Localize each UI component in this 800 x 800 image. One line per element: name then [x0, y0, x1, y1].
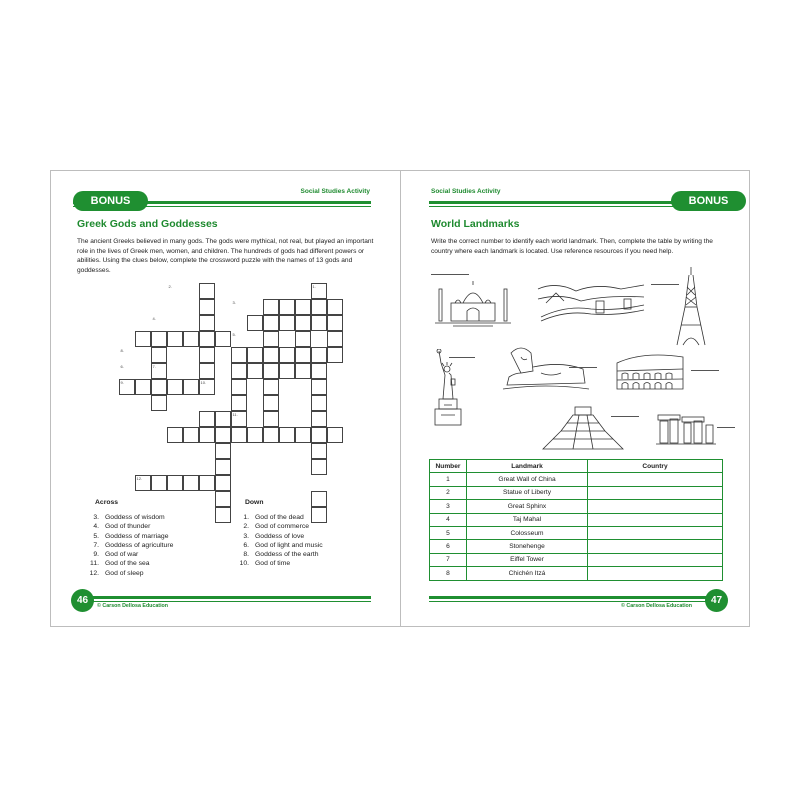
row-landmark: Great Wall of China: [467, 473, 588, 486]
crossword-cell[interactable]: [295, 315, 311, 331]
down-clue: [235, 559, 323, 568]
clue-number: 2.: [243, 523, 249, 531]
crossword-cell[interactable]: [247, 363, 263, 379]
crossword-cell[interactable]: [263, 299, 279, 315]
crossword-cell[interactable]: [263, 411, 279, 427]
crossword-cell[interactable]: [151, 395, 167, 411]
crossword-cell[interactable]: [263, 331, 279, 347]
crossword-cell[interactable]: [279, 363, 295, 379]
crossword-number: 11.: [232, 411, 238, 417]
intro-text: The ancient Greeks believed in many gods. The gods were mythical, not real, but played an important role in the lives of Greek men, women, and children. The hundreds of gods had different powers or abilities. Using the clues below, complete the crossword puzzle with the names of 13 gods and goddesses.: [77, 238, 374, 274]
across-clue: [85, 522, 173, 531]
crossword-cell[interactable]: [215, 411, 231, 427]
down-clue: [235, 522, 323, 531]
crossword-cell[interactable]: [167, 379, 183, 395]
activity-label: Social Studies Activity: [431, 188, 501, 195]
clue-text: God of light and music: [255, 541, 323, 549]
clue-number: 3.: [93, 514, 99, 521]
page-title: World Landmarks: [431, 218, 520, 230]
crossword-cell[interactable]: [311, 411, 327, 427]
crossword-cell[interactable]: [311, 315, 327, 331]
crossword-cell[interactable]: [199, 283, 215, 299]
clue-number: 7.: [93, 541, 99, 549]
statue-of-liberty-illustration: [431, 349, 467, 429]
crossword-cell[interactable]: [279, 299, 295, 315]
crossword-cell[interactable]: [295, 363, 311, 379]
answer-line[interactable]: [431, 274, 469, 275]
workbook-spread: [50, 170, 750, 627]
row-number: 2: [430, 486, 467, 499]
great-sphinx-illustration: [501, 343, 591, 393]
crossword-cell[interactable]: [295, 299, 311, 315]
footer-rule: [79, 601, 371, 602]
row-landmark: Stonehenge: [467, 540, 588, 553]
crossword-cell[interactable]: [151, 475, 167, 491]
crossword-cell[interactable]: [311, 299, 327, 315]
crossword-cell[interactable]: [247, 347, 263, 363]
page-number: 46: [71, 589, 94, 612]
down-clues: [235, 513, 323, 569]
crossword-cell[interactable]: [183, 475, 199, 491]
crossword-cell[interactable]: [215, 443, 231, 459]
table-row: [430, 486, 723, 499]
stonehenge-illustration: [656, 411, 716, 447]
table-row: [430, 526, 723, 539]
crossword-cell[interactable]: [231, 427, 247, 443]
answer-line[interactable]: [691, 370, 719, 371]
clue-number: 1.: [243, 514, 249, 521]
copyright: © Carson Dellosa Education: [621, 603, 693, 609]
crossword-cell[interactable]: [311, 379, 327, 395]
down-clue: [235, 550, 323, 559]
row-country[interactable]: [588, 553, 723, 566]
crossword-cell[interactable]: [215, 491, 231, 507]
down-clue: [235, 541, 323, 550]
across-clue: [85, 541, 173, 550]
clue-text: God of sleep: [105, 569, 144, 577]
crossword-cell[interactable]: [199, 299, 215, 315]
crossword-cell[interactable]: [247, 315, 263, 331]
across-clue: [85, 559, 173, 568]
clue-text: Goddess of agriculture: [105, 541, 174, 549]
clue-number: 3.: [243, 532, 249, 540]
crossword-cell[interactable]: [231, 379, 247, 395]
crossword-number: 9.: [120, 379, 124, 385]
row-landmark: Chichén Itzá: [467, 567, 588, 580]
crossword-cell[interactable]: [199, 315, 215, 331]
crossword-cell[interactable]: [167, 475, 183, 491]
clue-text: Goddess of love: [255, 532, 305, 540]
bonus-badge: BONUS: [671, 191, 746, 211]
crossword-cell[interactable]: [215, 427, 231, 443]
crossword-cell[interactable]: [247, 427, 263, 443]
crossword-number: 2.: [168, 283, 172, 289]
great-wall-illustration: [536, 279, 646, 324]
crossword-number: 6.: [120, 363, 124, 369]
clue-text: God of thunder: [105, 523, 151, 531]
row-country[interactable]: [588, 513, 723, 526]
down-clue: [235, 513, 323, 522]
crossword-cell[interactable]: [151, 379, 167, 395]
crossword-cell[interactable]: [311, 443, 327, 459]
crossword-cell[interactable]: [311, 363, 327, 379]
clue-text: Goddess of wisdom: [105, 514, 165, 521]
crossword-number: 1.: [312, 283, 316, 289]
row-landmark: Eiffel Tower: [467, 553, 588, 566]
crossword-cell[interactable]: [199, 427, 215, 443]
crossword-cell[interactable]: [263, 363, 279, 379]
crossword-cell[interactable]: [279, 427, 295, 443]
row-number: 3: [430, 500, 467, 513]
left-page: [51, 171, 401, 626]
across-clue: [85, 550, 173, 559]
down-clue: [235, 532, 323, 541]
chichen-itza-illustration: [537, 403, 632, 451]
table-row: [430, 473, 723, 486]
crossword-number: 7.: [152, 363, 156, 369]
table-row: [430, 540, 723, 553]
crossword-cell[interactable]: [199, 363, 215, 379]
column-header-number: Number: [430, 460, 467, 473]
row-number: 5: [430, 526, 467, 539]
crossword-number: 8.: [120, 347, 124, 353]
clue-text: God of the dead: [255, 514, 304, 521]
activity-label: Social Studies Activity: [300, 188, 370, 195]
taj-mahal-illustration: [433, 277, 513, 327]
row-number: 6: [430, 540, 467, 553]
crossword-cell[interactable]: [231, 395, 247, 411]
across-heading: Across: [95, 499, 119, 506]
crossword-cell[interactable]: [311, 427, 327, 443]
crossword-cell[interactable]: [263, 379, 279, 395]
clue-text: Goddess of the earth: [255, 551, 319, 559]
clue-number: 6.: [243, 541, 249, 549]
row-number: 1: [430, 473, 467, 486]
clue-text: God of time: [255, 560, 291, 568]
footer-bar: [79, 596, 371, 599]
crossword-cell[interactable]: [215, 475, 231, 491]
row-country[interactable]: [588, 526, 723, 539]
crossword-cell[interactable]: [327, 315, 343, 331]
table-row: [430, 553, 723, 566]
copyright: © Carson Dellosa Education: [97, 603, 169, 609]
crossword-cell[interactable]: [199, 475, 215, 491]
across-clue: [85, 513, 173, 522]
crossword-cell[interactable]: [279, 347, 295, 363]
crossword-cell[interactable]: [231, 363, 247, 379]
row-country[interactable]: [588, 473, 723, 486]
crossword-cell[interactable]: [311, 395, 327, 411]
table-header-row: [430, 460, 723, 473]
across-clue: [85, 569, 173, 578]
row-landmark: Colosseum: [467, 526, 588, 539]
eiffel-tower-illustration: [671, 267, 711, 347]
crossword-cell[interactable]: [199, 411, 215, 427]
crossword-cell[interactable]: [183, 379, 199, 395]
crossword-cell[interactable]: [135, 331, 151, 347]
clue-text: Goddess of marriage: [105, 532, 169, 540]
crossword-number: 12.: [136, 475, 143, 481]
page-title: Greek Gods and Goddesses: [77, 218, 218, 230]
page-number: 47: [705, 589, 728, 612]
crossword-cell[interactable]: [327, 299, 343, 315]
crossword-cell[interactable]: [263, 395, 279, 411]
clue-number: 12.: [89, 569, 99, 577]
crossword-cell[interactable]: [311, 347, 327, 363]
crossword-cell[interactable]: [215, 459, 231, 475]
right-page: [401, 171, 749, 626]
column-header-country: Country: [588, 460, 723, 473]
row-country[interactable]: [588, 500, 723, 513]
crossword-cell[interactable]: [199, 331, 215, 347]
intro-text: Write the correct number to identify each world landmark. Then, complete the table by writing the country where each landmark is located. Use reference resources if you need help.: [431, 238, 713, 255]
crossword-cell[interactable]: [215, 507, 231, 523]
crossword-number: 10.: [200, 379, 207, 385]
table-row: [430, 500, 723, 513]
clue-number: 11.: [90, 560, 99, 568]
crossword-cell[interactable]: [151, 347, 167, 363]
row-landmark: Great Sphinx: [467, 500, 588, 513]
table-row: [430, 513, 723, 526]
row-country[interactable]: [588, 567, 723, 580]
crossword-cell[interactable]: [183, 427, 199, 443]
row-country[interactable]: [588, 486, 723, 499]
crossword-cell[interactable]: [327, 427, 343, 443]
row-country[interactable]: [588, 540, 723, 553]
down-heading: Down: [245, 499, 264, 506]
crossword-cell[interactable]: [311, 459, 327, 475]
crossword-cell[interactable]: [327, 331, 343, 347]
colosseum-illustration: [613, 349, 688, 393]
crossword-cell[interactable]: [263, 347, 279, 363]
answer-line[interactable]: [611, 416, 639, 417]
crossword-grid: [51, 171, 401, 501]
crossword-cell[interactable]: [151, 331, 167, 347]
table-row: [430, 567, 723, 580]
crossword-cell[interactable]: [167, 427, 183, 443]
clue-number: 5.: [93, 532, 99, 540]
footer-rule: [429, 601, 721, 602]
clue-number: 9.: [93, 551, 99, 559]
crossword-cell[interactable]: [295, 331, 311, 347]
crossword-cell[interactable]: [167, 331, 183, 347]
across-clues: [85, 513, 173, 578]
clue-text: God of war: [105, 551, 139, 559]
crossword-cell[interactable]: [279, 315, 295, 331]
row-number: 4: [430, 513, 467, 526]
clue-text: God of the sea: [105, 560, 150, 568]
crossword-cell[interactable]: [199, 347, 215, 363]
crossword-cell[interactable]: [215, 331, 231, 347]
crossword-cell[interactable]: [295, 427, 311, 443]
crossword-cell[interactable]: [231, 347, 247, 363]
row-landmark: Taj Mahal: [467, 513, 588, 526]
crossword-cell[interactable]: [295, 347, 311, 363]
crossword-cell[interactable]: [263, 315, 279, 331]
clue-number: 4.: [93, 523, 99, 531]
row-landmark: Statue of Liberty: [467, 486, 588, 499]
crossword-cell[interactable]: [135, 379, 151, 395]
row-number: 7: [430, 553, 467, 566]
crossword-number: 5.: [232, 331, 236, 337]
answer-line[interactable]: [569, 367, 597, 368]
crossword-cell[interactable]: [183, 331, 199, 347]
clue-number: 8.: [243, 551, 249, 559]
bonus-badge: BONUS: [73, 191, 148, 211]
crossword-cell[interactable]: [327, 347, 343, 363]
column-header-landmark: Landmark: [467, 460, 588, 473]
crossword-cell[interactable]: [263, 427, 279, 443]
landmark-table: [429, 459, 723, 581]
answer-line[interactable]: [717, 427, 735, 428]
clue-text: God of commerce: [255, 523, 310, 531]
row-number: 8: [430, 567, 467, 580]
across-clue: [85, 532, 173, 541]
crossword-number: 3.: [232, 299, 236, 305]
crossword-number: 4.: [152, 315, 156, 321]
footer-bar: [429, 596, 721, 599]
crossword-cell[interactable]: [311, 491, 327, 507]
clue-number: 10.: [239, 560, 249, 568]
